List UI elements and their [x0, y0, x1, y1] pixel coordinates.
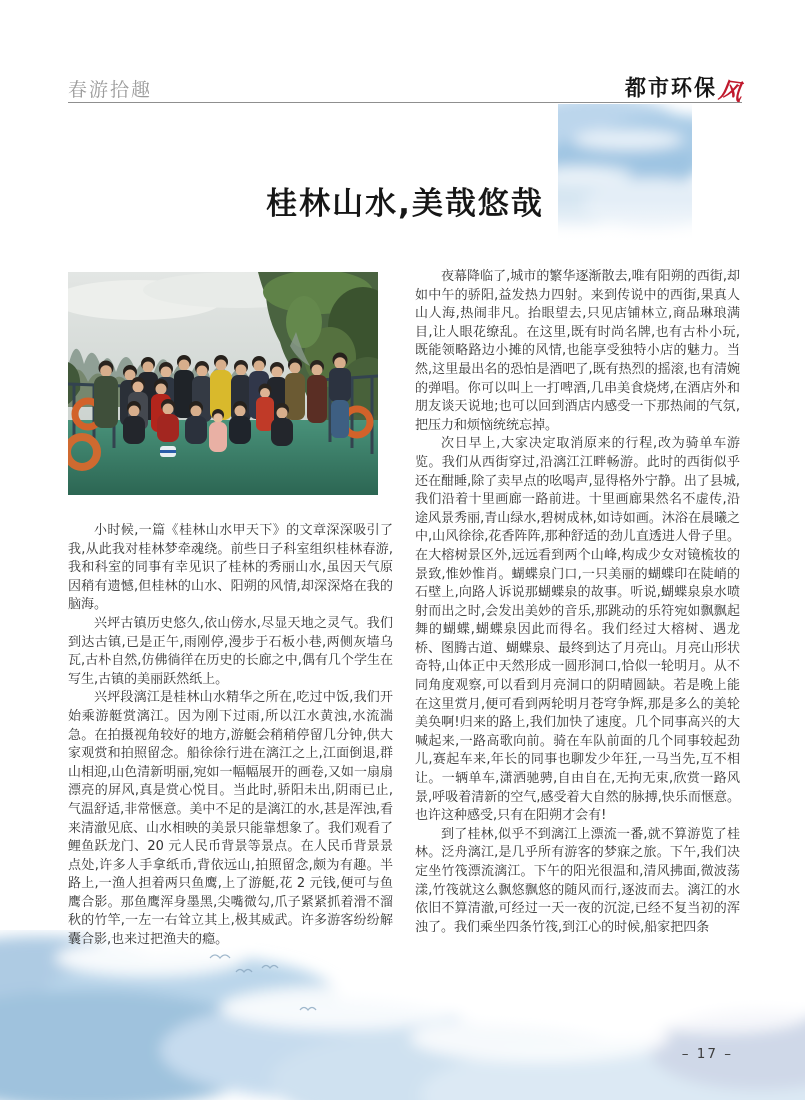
paragraph: 兴坪段漓江是桂林山水精华之所在,吃过中饭,我们开始乘游艇赏漓江。因为刚下过雨,所以江水黄浊,水流湍急。在拍摄视角较好的地方,游艇会稍稍停留几分钟,供大家观赏和拍照留念。船徐徐行进在漓江之上,江面倒退,群山相迎,山色清新明丽,宛如一幅幅展开的画卷,又如一扇扇漂亮的屏风,真是赏心悦目。当此时,骄阳未出,阴雨已止,气温舒适,非常惬意。美中不足的是漓江的水,甚是浑浊,看来清澈见底、山水相映的美景只能靠想象了。我们观看了鲤鱼跃龙门、20 元人民币背景等景点。在人民币背景景点处,许多人手拿纸币,背依远山,拍照留念,颇为有趣。半路上,一渔人担着两只鱼鹰,上了游艇,花 2 元钱,便可与鱼鹰合影。那鱼鹰浑身墨黑,尖嘴微勾,爪子紧紧抓着滑不溜秋的竹竿,一左一右耸立其上,极其威武。许多游客纷纷解囊合影,也来过把渔夫的瘾。 — [68, 690, 394, 948]
group-photo-illustration — [68, 272, 378, 495]
section-label: 春游拾趣 — [68, 79, 153, 101]
paragraph: 到了桂林,似乎不到漓江上漂流一番,就不算游览了桂林。泛舟漓江,是几乎所有游客的梦寐之旅。下午,我们决定坐竹筏漂流漓江。下午的阳光很温和,清风拂面,微波荡漾,竹筏就这么飘悠飘悠的随风而行,逐波而去。漓江的水依旧不算清澈,可经过一天一夜的沉淀,已经不复当初的浑浊了。我们乘坐四条竹筏,到江心的时候,船家把四条 — [415, 826, 740, 935]
brand-name: 都市环保 — [625, 75, 717, 101]
paragraph: 夜幕降临了,城市的繁华逐渐散去,唯有阳朔的西街,却如中午的骄阳,益发热力四射。来到传说中的西街,果真人山人海,热闹非凡。抬眼望去,只见店铺林立,商品琳琅满目,让人眼花缭乱。在这里,既有时尚名牌,也有古朴小玩,既能领略路边小摊的风情,也能享受独特小店的魅力。当然,这里最出名的恐怕是酒吧了,既有热烈的摇滚,也有清婉的弹唱。你可以叫上一打啤酒,几串美食烧烤,在酒店外和朋友谈天说地;也可以回到酒店内感受一下那热闹的气氛,把压力和烦恼统统忘掉。 — [415, 269, 740, 433]
paragraph: 兴坪古镇历史悠久,依山傍水,尽显天地之灵气。我们到达古镇,已是正午,雨刚停,漫步于石板小巷,两侧灰墙乌瓦,古朴自然,仿佛徜徉在历史的长廊之中,偶有几个学生在写生,古镇的美丽跃然纸上。 — [68, 615, 393, 687]
brand-logo — [625, 72, 744, 107]
brand-flourish-icon: 风 — [717, 77, 744, 107]
page-header — [68, 66, 744, 107]
cloud-decoration-bottom — [0, 930, 805, 1100]
article-title: 桂林山水,美哉悠哉 — [266, 186, 544, 222]
page-number: – 17 – — [681, 1046, 733, 1062]
article-body — [68, 268, 740, 950]
right-column — [415, 268, 740, 950]
paragraph: 小时候,一篇《桂林山水甲天下》的文章深深吸引了我,从此我对桂林梦牵魂绕。前些日子科室组织桂林春游,我和科室的同事有幸见识了桂林的秀丽山水,虽因天气原因稍有遗憾,但桂林的山水、阳朔的风情,却深深烙在我的脑海。 — [68, 523, 393, 613]
paragraph: 次日早上,大家决定取消原来的行程,改为骑单车游览。我们从西街穿过,沿漓江江畔畅游。此时的西街似乎还在酣睡,除了卖早点的吆喝声,显得格外宁静。出了县城,我们沿着十里画廊一路前进。十里画廊果然名不虚传,沿途风景秀丽,青山绿水,碧树成林,如诗如画。沐浴在晨曦之中,山风徐徐,花香阵阵,那种舒适的劲儿直透进人骨子里。在大榕树景区外,远远看到两个山峰,构成少女对镜梳妆的景致,惟妙惟肖。蝴蝶泉门口,一只美丽的蝴蝶印在陡峭的石壁上,向路人诉说那蝴蝶泉的故事。听说,蝴蝶泉泉水喷射而出之时,会发出美妙的音乐,那跳动的乐符宛如飘飘起舞的蝴蝶,蝴蝶泉因此而得名。我们经过大榕树、遇龙桥、图腾古道、蝴蝶泉、最终到达了月亮山。月亮山形状奇特,山体正中天然形成一圆形洞口,恰似一轮明月。从不同角度观察,可以看到月亮洞口的阴晴圆缺。若是晚上能在这里赏月,便可看到两轮明月苍穹争辉,那是多么的美轮美奂啊!归来的路上,我们加快了速度。几个同事高兴的大喊起来,一路高歌向前。骑在车队前面的几个同事较起劲儿,赛起车来,年长的同事也聊发少年狂,一马当先,互不相让。一辆单车,潇洒驰骋,自由自在,无拘无束,欣赏一路风景,呼吸着清新的空气,感受着大自然的脉搏,快乐而惬意。也许这种感受,只有在阳朔才会有! — [415, 436, 741, 824]
left-column — [68, 268, 393, 950]
group-photo — [68, 272, 378, 495]
cloud-bottom-illustration — [0, 930, 805, 1100]
header-divider — [68, 102, 742, 103]
